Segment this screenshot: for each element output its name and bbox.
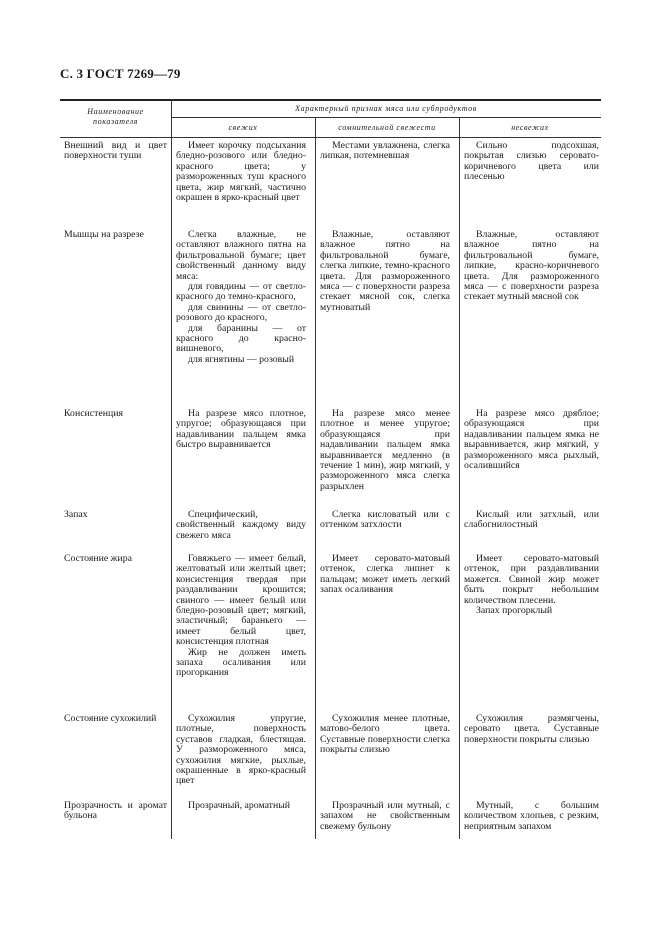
cell-paragraph: Сухожилия размягчены, серовато цвета. Суставные поверхности покрыты слизью: [464, 713, 599, 745]
header-indicator: Наименование показателя: [87, 107, 144, 126]
cell-paragraph: На разрезе мясо плотное, упругое; образующаяся при надавливании пальцем ямка быстро выравнивается: [176, 408, 306, 451]
cell-paragraph: Жир не должен иметь запаха осаливания или прогоркания: [176, 646, 306, 679]
cell-stale: [464, 409, 599, 471]
row-indicator-name: Состояние сухожилий: [64, 713, 157, 724]
cell-fresh: [176, 510, 306, 541]
cell-fresh: [176, 554, 306, 679]
cell-paragraph: На разрезе мясо дряблое; образующаяся при надавливании пальцем ямка не выравнивается, жир мягкий, у размороженного мяса рыхлый, осалившийся: [464, 408, 599, 472]
cell-fresh: [176, 141, 306, 203]
cell-fresh: [176, 409, 306, 451]
column-divider: [171, 99, 172, 839]
cell-paragraph: для говядины — от светло-красного до темно-красного,: [176, 281, 306, 303]
cell-paragraph: Прозрачный или мутный, с запахом не свойственным свежему бульону: [320, 800, 450, 832]
column-divider: [315, 117, 316, 839]
row-indicator-name: Внешний вид и цвет поверхности туши: [64, 140, 167, 162]
cell-paragraph: Имеет серовато-матовый оттенок, слегка липнет к пальцам; может иметь легкий запах осаливания: [320, 553, 450, 596]
cell-paragraph: Специфический, свойственный каждому виду свежего мяса: [176, 509, 306, 541]
row-indicator-name: Консистенция: [64, 408, 123, 419]
cell-doubtful: [320, 510, 450, 531]
header-fresh: свежих: [228, 123, 258, 132]
cell-stale: [464, 230, 599, 303]
cell-stale: [464, 141, 599, 183]
cell-paragraph: Мутный, с большим количеством хлопьев, с резким, неприятным запахом: [464, 800, 599, 832]
cell-paragraph: Имеет корочку подсыхания бледно-розового или бледно-красного цвета; у размороженных туш красного цвета, жир мягкий, частично окрашен в ярко-красный цвет: [176, 140, 306, 204]
header-stale: несвежих: [511, 123, 549, 132]
cell-paragraph: Прозрачный, ароматный: [188, 800, 291, 811]
cell-paragraph: На разрезе мясо менее плотное и менее упругое; образующаяся при надавливании пальцем ямка выравнивается медленно (в течение 1 мин), жир мягкий, у размороженного мяса слегка разрыхлен: [320, 408, 450, 492]
cell-paragraph: Запах прогорклый: [476, 605, 553, 617]
cell-paragraph: Слегка кисловатый или с оттенком затхлости: [320, 509, 450, 531]
cell-paragraph: для ягнятины — розовый: [188, 353, 295, 365]
cell-paragraph: Местами увлажнена, слегка липкая, потемневшая: [320, 140, 450, 162]
cell-doubtful: [320, 554, 450, 596]
cell-stale: [464, 510, 599, 531]
cell-doubtful: [320, 714, 450, 756]
cell-fresh: [176, 714, 306, 787]
cell-doubtful: [320, 409, 450, 492]
table-top-rule: [60, 99, 601, 101]
page-header: С. 3 ГОСТ 7269—79: [60, 66, 181, 81]
cell-paragraph: Сильно подсохшая, покрытая слизью серовато-коричневого цвета или плесенью: [464, 140, 599, 183]
header-characteristic: Характерный признак мяса или субпродуктов: [295, 104, 477, 113]
row-indicator-name: Состояние жира: [64, 553, 132, 564]
cell-paragraph: Сухожилия упругие, плотные, поверхность суставов гладкая, блестящая. У размороженного мяса, сухожилия мягкие, рыхлые, окрашенные в ярко-красный цвет: [176, 713, 306, 787]
row-indicator-name: Запах: [64, 509, 88, 520]
cell-doubtful: [320, 801, 450, 832]
header-bottom-rule: [60, 137, 601, 138]
cell-doubtful: [320, 230, 450, 313]
column-divider: [459, 117, 460, 839]
cell-paragraph: Слегка влажные, не оставляют влажного пятна на фильтровальной бумаге; цвет свойственный данному виду мяса:: [176, 229, 306, 282]
cell-paragraph: Сухожилия менее плотные, матово-белого цвета. Суставные поверхности слегка покрыты слизью: [320, 713, 450, 756]
cell-paragraph: для свинины — от светло-розового до красного,: [176, 301, 306, 324]
cell-paragraph: Говяжьего — имеет белый, желтоватый или желтый цвет; консистенция твердая при раздавливании крошится; свиного — имеет белый или бледно-розовый цвет; мягкий, эластичный; бараньего — имеет белый цвет, консистенция плотная: [176, 553, 306, 648]
cell-fresh: [176, 230, 306, 365]
cell-paragraph: для баранины — от красного до красно-вишневого,: [176, 322, 306, 355]
cell-paragraph: Влажные, оставляют влажное пятно на фильтровальной бумаге, слегка липкие, темно-красного цвета. Для размороженного мяса — с поверхности разреза стекает мясной сок, слегка мутноватый: [320, 229, 450, 313]
header-mid-rule: [171, 117, 601, 118]
row-indicator-name: Прозрачность и аромат бульона: [64, 800, 167, 822]
cell-paragraph: Кислый или затхлый, или слабогнилостный: [464, 509, 599, 531]
cell-paragraph: Имеет серовато-матовый оттенок, при раздавливании мажется. Свиной жир может быть покрыт небольшим количеством плесени.: [464, 553, 599, 606]
header-doubtful: сомнительной свежести: [338, 123, 436, 132]
cell-paragraph: Влажные, оставляют влажное пятно на фильтровальной бумаге, липкие, красно-коричневого цвета. Для размороженного мяса — с поверхности разреза стекает мутный мясной сок: [464, 229, 599, 303]
cell-stale: [464, 801, 599, 832]
cell-stale: [464, 714, 599, 745]
indicator-table: [60, 99, 601, 839]
cell-stale: [464, 554, 599, 616]
row-indicator-name: Мышцы на разрезе: [64, 229, 144, 240]
cell-doubtful: [320, 141, 450, 162]
cell-fresh: [176, 801, 306, 811]
